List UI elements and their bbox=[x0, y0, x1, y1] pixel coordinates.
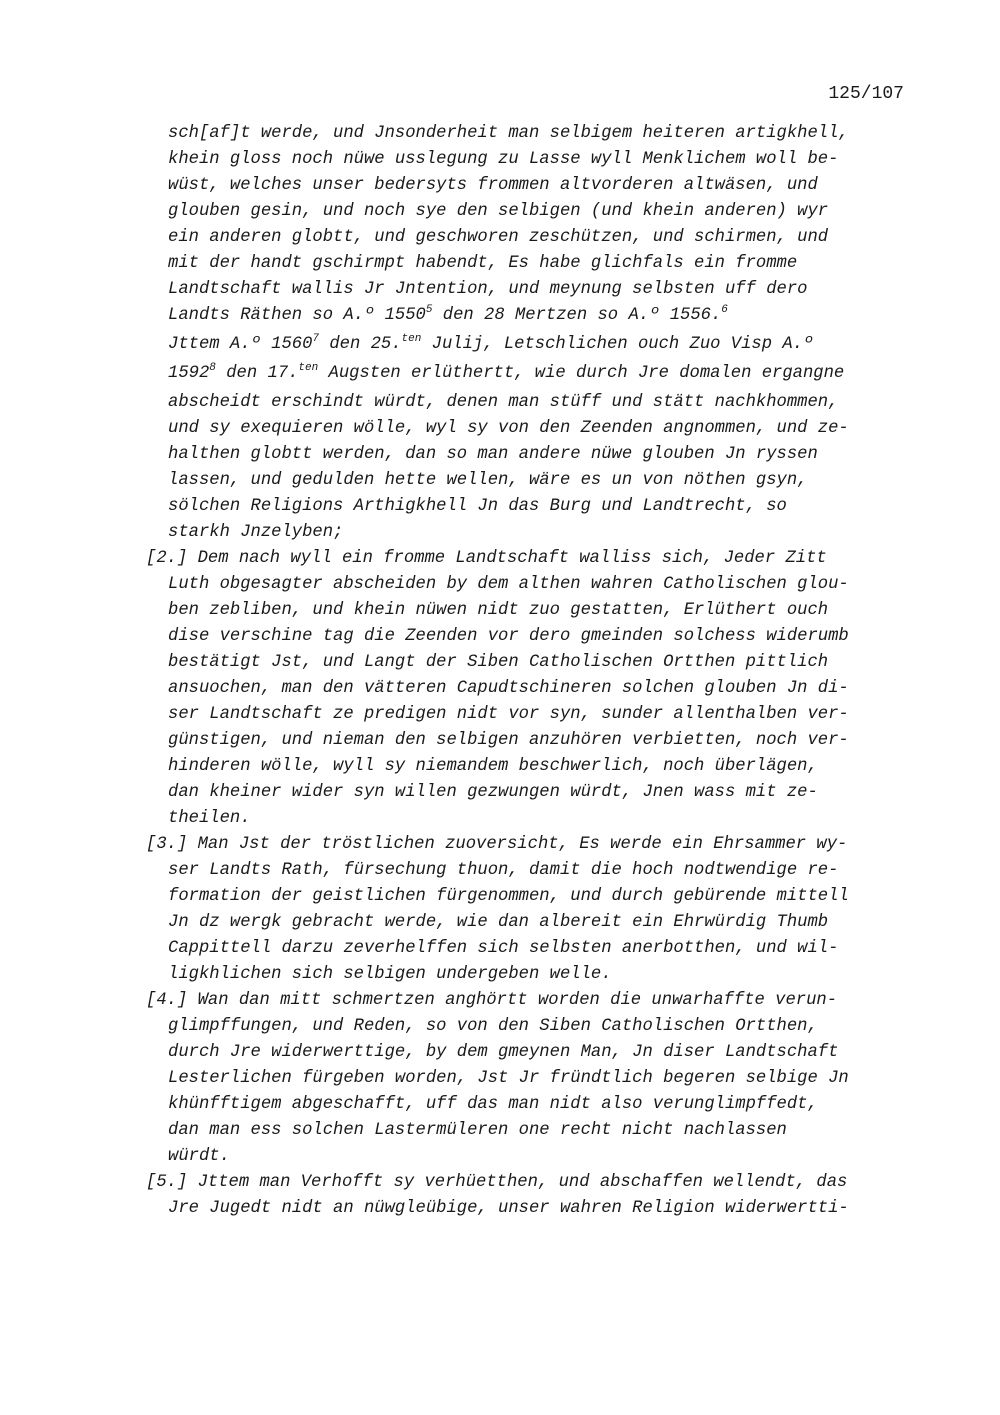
text-line: wüst, welches unser bedersyts frommen altvorderen altwäsen, und bbox=[168, 176, 818, 195]
footnote-marker: 8 bbox=[209, 362, 216, 374]
text-line: formation der geistlichen fürgenommen, und durch gebürende mittell bbox=[168, 887, 849, 906]
text-line: khünfftigem abgeschafft, uff das man nidt also verunglimpffedt, bbox=[168, 1095, 818, 1114]
footnote-marker: 5 bbox=[425, 304, 433, 316]
text-line: ben zebliben, und khein nüwen nidt zuo gestatten, Erlüthert ouch bbox=[168, 601, 829, 620]
text-line: starkh Jnzelyben; bbox=[168, 523, 344, 542]
text-line: halthen globtt werden, dan so man andere nüwe glouben Jn ryssen bbox=[168, 445, 818, 464]
text-line: dan kheiner wider syn willen gezwungen würdt, Jnen wass mit ze- bbox=[168, 783, 818, 802]
text-line: Cappittell darzu zeverhelffen sich selbsten anerbotthen, und wil- bbox=[168, 939, 839, 958]
text-line: ansuochen, man den vätteren Capudtschineren solchen glouben Jn di- bbox=[168, 679, 849, 698]
footnote-marker: 7 bbox=[312, 333, 320, 345]
text-line: glouben gesin, und noch sye den selbigen (und khein anderen) wyr bbox=[168, 202, 829, 221]
text-line: ligkhlichen sich selbigen undergeben welle. bbox=[168, 965, 612, 984]
text-line: dise verschine tag die Zeenden vor dero gmeinden solchess widerumb bbox=[168, 627, 849, 646]
text-line: Jn dz wergk gebracht werde, wie dan albereit ein Ehrwürdig Thumb bbox=[168, 913, 829, 932]
text-line: bestätigt Jst, und Langt der Siben Catholischen Ortthen pittlich bbox=[168, 653, 829, 672]
text-line: ser Landts Rath, fürsechung thuon, damit die hoch nodtwendige re- bbox=[168, 861, 839, 880]
text-line: [5.] Jttem man Verhofft sy verhüetthen, und abschaffen wellendt, das bbox=[146, 1173, 848, 1192]
text-line: Landts Räthen so A.º 1550$^5$ den 28 Mertzen so A.º 1556.$^6$ bbox=[168, 304, 728, 325]
text-line: würdt. bbox=[168, 1147, 230, 1166]
footnote-marker: 6 bbox=[721, 304, 728, 316]
text-line: lassen, und gedulden hette wellen, wäre es un von nöthen gsyn, bbox=[168, 471, 808, 490]
text-line: abscheidt erschindt würdt, denen man stüff und stätt nachkhommen, bbox=[168, 393, 839, 412]
text-line: Luth obgesagter abscheiden by dem althen wahren Catholischen glou- bbox=[168, 575, 849, 594]
text-line: sölchen Religions Arthigkhell Jn das Burg und Landtrecht, so bbox=[168, 497, 787, 516]
text-line: mit der handt gschirmpt habendt, Es habe glichfals ein fromme bbox=[168, 254, 798, 273]
page-number: 125/107 bbox=[828, 84, 904, 104]
text-line: 1592$^8$ den 17.$^{ten}$ Augsten erlüthertt, wie durch Jre domalen ergangne bbox=[168, 362, 845, 383]
text-line: glimpffungen, und Reden, so von den Siben Catholischen Ortthen, bbox=[168, 1017, 818, 1036]
text-line: dan man ess solchen Lastermüleren one recht nicht nachlassen bbox=[168, 1121, 787, 1140]
text-line: [2.] Dem nach wyll ein fromme Landtschaft walliss sich, Jeder Zitt bbox=[146, 549, 827, 568]
text-line: Jre Jugedt nidt an nüwgleübige, unser wahren Religion widerwertti- bbox=[168, 1199, 849, 1218]
text-line: Jttem A.º 1560$^7$ den 25.$^{ten}$ Julij, Letschlichen ouch Zuo Visp A.º bbox=[168, 333, 814, 354]
text-line: [3.] Man Jst der tröstlichen zuoversicht, Es werde ein Ehrsammer wy- bbox=[146, 835, 848, 854]
text-line: Lesterlichen fürgeben worden, Jst Jr fründtlich begeren selbige Jn bbox=[168, 1069, 849, 1088]
text-line: [4.] Wan dan mitt schmertzen anghörtt worden die unwarhaffte verun- bbox=[146, 991, 838, 1010]
footnote-marker: ten bbox=[298, 362, 319, 374]
text-line: ser Landtschaft ze predigen nidt vor syn, sunder allenthalben ver- bbox=[168, 705, 849, 724]
footnote-marker: ten bbox=[401, 333, 422, 345]
text-line: khein gloss noch nüwe usslegung zu Lasse wyll Menklichem woll be- bbox=[168, 150, 839, 169]
text-line: durch Jre widerwerttige, by dem gmeynen Man, Jn diser Landtschaft bbox=[168, 1043, 839, 1062]
text-line: ein anderen globtt, und geschworen zeschützen, und schirmen, und bbox=[168, 228, 829, 247]
text-line: sch[af]t werde, und Jnsonderheit man selbigem heiteren artigkhell, bbox=[168, 124, 849, 143]
text-line: und sy exequieren wölle, wyl sy von den Zeenden angnommen, und ze- bbox=[168, 419, 849, 438]
text-line: günstigen, und nieman den selbigen anzuhören verbietten, noch ver- bbox=[168, 731, 849, 750]
text-line: theilen. bbox=[168, 809, 251, 828]
text-line: hinderen wölle, wyll sy niemandem beschwerlich, noch überlägen, bbox=[168, 757, 818, 776]
text-line: Landtschaft wallis Jr Jntention, und meynung selbsten uff dero bbox=[168, 280, 808, 299]
